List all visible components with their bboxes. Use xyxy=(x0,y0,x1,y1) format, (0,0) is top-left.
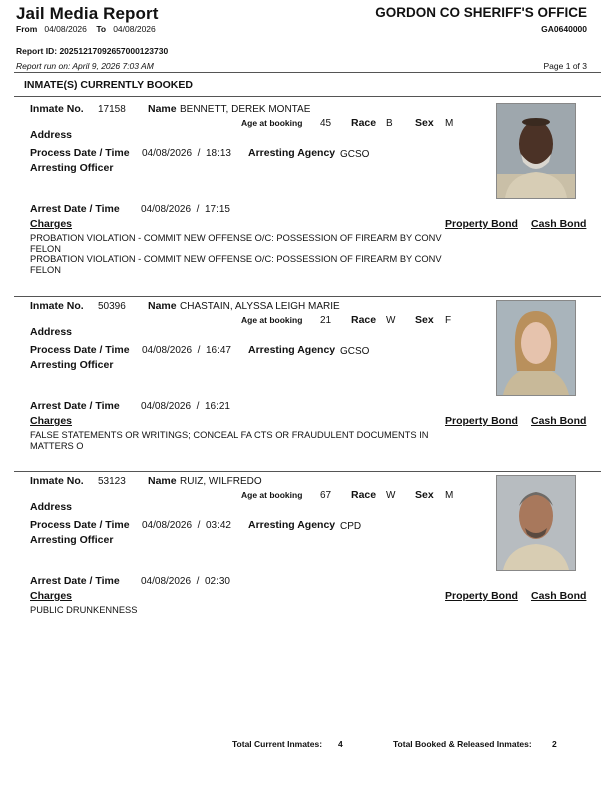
name-label: Name xyxy=(148,475,177,487)
inmate-no-label: Inmate No. xyxy=(30,475,84,487)
agency-name: GORDON CO SHERIFF'S OFFICE xyxy=(375,5,587,20)
charge-item: PROBATION VIOLATION - COMMIT NEW OFFENSE O/C: POSSESSION OF FIREARM BY CONV FELON xyxy=(30,254,442,275)
inmate-no: 50396 xyxy=(98,301,126,312)
arresting-agency: GCSO xyxy=(340,346,370,357)
address-label: Address xyxy=(30,129,73,141)
arrest-date: 04/08/2026 xyxy=(141,204,192,215)
ori-code: GA0640000 xyxy=(541,24,587,34)
process-date: 04/08/2026 xyxy=(142,520,193,531)
page-number: Page 1 of 3 xyxy=(543,61,587,71)
arrest-time: 02:30 xyxy=(204,576,230,587)
charges-label: Charges xyxy=(30,590,73,602)
from-date: 04/08/2026 xyxy=(44,24,87,34)
inmate-name: BENNETT, DEREK MONTAE xyxy=(180,104,311,115)
process-time: 18:13 xyxy=(205,148,231,159)
sex: F xyxy=(445,315,452,326)
race-label: Race xyxy=(351,314,377,326)
process-label: Process Date / Time xyxy=(30,147,130,159)
total-booked-value: 2 xyxy=(552,739,557,749)
charges-label: Charges xyxy=(30,218,73,230)
race: B xyxy=(386,118,393,129)
name-label: Name xyxy=(148,300,177,312)
process-label: Process Date / Time xyxy=(30,344,130,356)
inmate-no-label: Inmate No. xyxy=(30,300,84,312)
arresting-agency: CPD xyxy=(340,521,362,532)
sex-label: Sex xyxy=(415,489,434,501)
process-datetime: 04/08/2026 / 16:47 xyxy=(142,345,231,356)
to-label: To xyxy=(96,24,107,34)
total-current-value: 4 xyxy=(338,739,343,749)
inmate-name: CHASTAIN, ALYSSA LEIGH MARIE xyxy=(180,301,340,312)
charges-label: Charges xyxy=(30,415,73,427)
mugshot-photo xyxy=(496,475,576,571)
process-datetime: 04/08/2026 / 18:13 xyxy=(142,148,231,159)
property-bond-label: Property Bond xyxy=(445,218,518,230)
sex: M xyxy=(445,490,454,501)
section-divider xyxy=(14,96,601,97)
process-label: Process Date / Time xyxy=(30,519,130,531)
age-label: Age at booking xyxy=(241,315,303,325)
sex: M xyxy=(445,118,454,129)
arrest-date: 04/08/2026 xyxy=(141,576,192,587)
record-divider xyxy=(14,471,601,472)
address-label: Address xyxy=(30,326,73,338)
age: 67 xyxy=(320,490,332,501)
cash-bond-label: Cash Bond xyxy=(531,415,587,427)
cash-bond-label: Cash Bond xyxy=(531,590,587,602)
date-range xyxy=(16,24,156,34)
inmate-name: RUIZ, WILFREDO xyxy=(180,476,262,487)
charge-item: PUBLIC DRUNKENNESS xyxy=(30,605,138,615)
arresting-agency: GCSO xyxy=(340,149,370,160)
age: 45 xyxy=(320,118,332,129)
property-bond-label: Property Bond xyxy=(445,590,518,602)
arresting-officer-label: Arresting Officer xyxy=(30,162,114,174)
name-label: Name xyxy=(148,103,177,115)
arrest-time: 16:21 xyxy=(204,401,230,412)
inmate-no: 17158 xyxy=(98,104,126,115)
arrest-time: 17:15 xyxy=(204,204,230,215)
inmate-no: 53123 xyxy=(98,476,126,487)
record-divider xyxy=(14,296,601,297)
to-date: 04/08/2026 xyxy=(113,24,156,34)
sex-label: Sex xyxy=(415,117,434,129)
header-divider xyxy=(14,72,601,73)
arrest-datetime: 04/08/2026 / 16:21 xyxy=(141,401,230,412)
section-title: INMATE(S) CURRENTLY BOOKED xyxy=(24,79,193,91)
mugshot-photo xyxy=(496,300,576,396)
charge-item: PROBATION VIOLATION - COMMIT NEW OFFENSE O/C: POSSESSION OF FIREARM BY CONV FELON xyxy=(30,233,442,254)
age: 21 xyxy=(320,315,332,326)
from-label: From xyxy=(16,24,38,34)
inmate-no-label: Inmate No. xyxy=(30,103,84,115)
age-label: Age at booking xyxy=(241,490,303,500)
process-date: 04/08/2026 xyxy=(142,345,193,356)
race-label: Race xyxy=(351,117,377,129)
total-current-label: Total Current Inmates: xyxy=(232,739,323,749)
process-date: 04/08/2026 xyxy=(142,148,193,159)
process-time: 16:47 xyxy=(205,345,231,356)
arresting-agency-label: Arresting Agency xyxy=(248,519,336,531)
total-booked-label: Total Booked & Released Inmates: xyxy=(393,739,532,749)
arresting-officer-label: Arresting Officer xyxy=(30,359,114,371)
arrest-label: Arrest Date / Time xyxy=(30,203,120,215)
cash-bond-label: Cash Bond xyxy=(531,218,587,230)
property-bond-label: Property Bond xyxy=(445,415,518,427)
arrest-date: 04/08/2026 xyxy=(141,401,192,412)
arrest-datetime: 04/08/2026 / 17:15 xyxy=(141,204,230,215)
run-on: Report run on: April 9, 2026 7:03 AM xyxy=(16,61,154,71)
charge-item: FALSE STATEMENTS OR WRITINGS; CONCEAL FA CTS OR FRAUDULENT DOCUMENTS IN MATTERS O xyxy=(30,430,429,451)
age-label: Age at booking xyxy=(241,118,303,128)
arrest-label: Arrest Date / Time xyxy=(30,575,120,587)
sex-label: Sex xyxy=(415,314,434,326)
arrest-datetime: 04/08/2026 / 02:30 xyxy=(141,576,230,587)
mugshot-photo xyxy=(496,103,576,199)
report-id: Report ID: 20251217092657000123730 xyxy=(16,46,169,56)
arresting-officer-label: Arresting Officer xyxy=(30,534,114,546)
process-time: 03:42 xyxy=(205,520,231,531)
report-title: Jail Media Report xyxy=(16,4,159,23)
address-label: Address xyxy=(30,501,73,513)
arresting-agency-label: Arresting Agency xyxy=(248,147,336,159)
race: W xyxy=(386,490,396,501)
race-label: Race xyxy=(351,489,377,501)
arresting-agency-label: Arresting Agency xyxy=(248,344,336,356)
process-datetime: 04/08/2026 / 03:42 xyxy=(142,520,231,531)
race: W xyxy=(386,315,396,326)
arrest-label: Arrest Date / Time xyxy=(30,400,120,412)
